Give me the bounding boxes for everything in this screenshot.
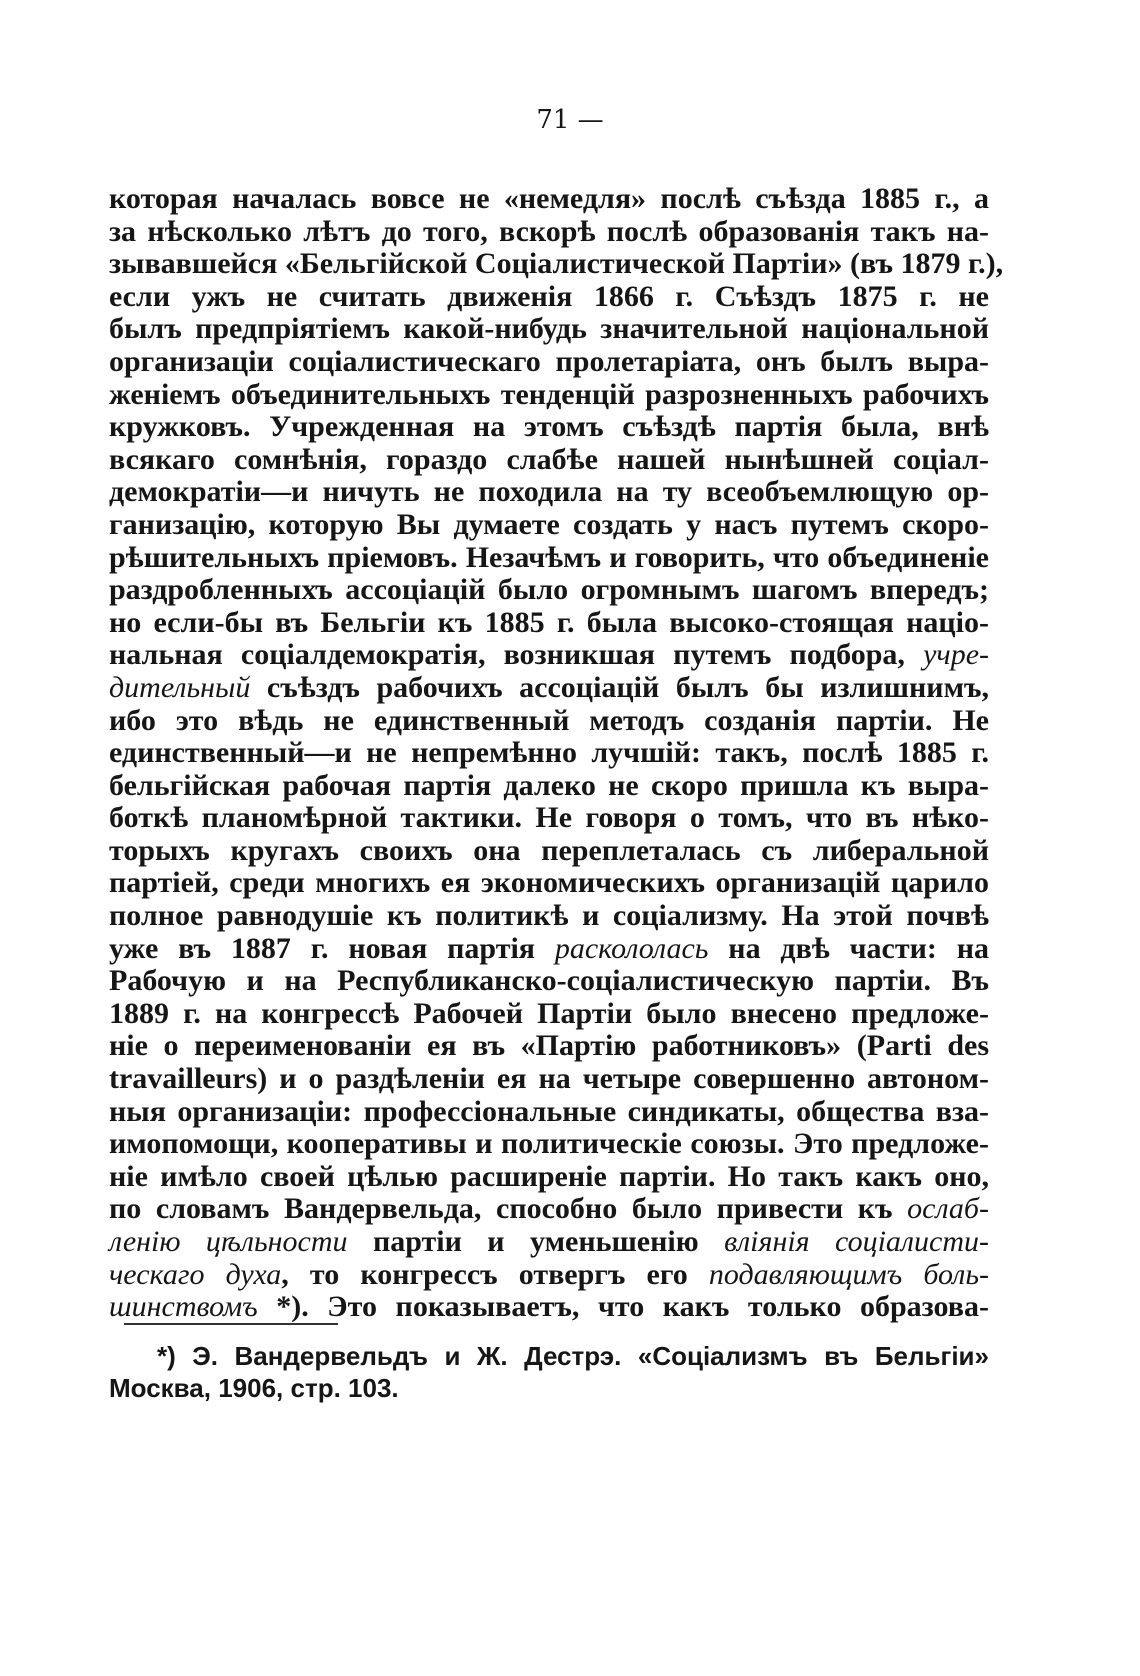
text-line: всякаго сомнѣнія, гораздо слабѣе нашей нынѣшней соціал-	[109, 442, 989, 476]
text-line: Рабочую и на Республиканско-соціалистическую партіи. Въ	[109, 964, 989, 998]
text-segment: уже въ 1887 г. новая партія	[109, 931, 555, 965]
text-line	[109, 639, 989, 672]
italic-segment: вліянія соціалисти-	[724, 1225, 989, 1258]
body-text	[109, 182, 1004, 1324]
italic-segment: учре-	[923, 638, 989, 672]
text-line: былъ предпріятіемъ какой-нибудь значительной національной	[109, 312, 989, 346]
text-segment: партіи и уменьшенію	[347, 1225, 725, 1258]
text-line: единственный—и не непремѣнно лучшій: такъ, послѣ 1885 г.	[109, 736, 989, 770]
footnote	[109, 1340, 989, 1404]
text-line	[109, 672, 989, 705]
text-segment: на двѣ части: на	[708, 931, 989, 965]
text-line: имопомощи, кооперативы и политическіе союзы. Это предложе-	[109, 1127, 989, 1161]
text-line: ныя организаціи: профессіональные синдикаты, общества вза-	[109, 1094, 989, 1128]
text-line: за нѣсколько лѣтъ до того, вскорѣ послѣ образованія такъ на-	[109, 214, 989, 248]
text-line: демократіи—и ничуть не походила на ту всеобъемлющую ор-	[109, 475, 989, 509]
text-line: полное равнодушіе къ политикѣ и соціализму. На этой почвѣ	[109, 899, 989, 933]
italic-segment: шинствомъ	[109, 1290, 258, 1324]
text-line: женіемъ объединительныхъ тенденцій разрозненныхъ рабочихъ	[109, 377, 989, 411]
text-line: рѣшительныхъ пріемовъ. Незачѣмъ и говорить, что объединеніе	[109, 540, 989, 574]
text-segment: нальная соціалдемократія, возникшая путемъ подбора,	[109, 638, 924, 672]
text-line: ганизацію, которую Вы думаете создать у насъ путемъ скоро-	[109, 507, 989, 541]
text-segment: съѣздъ рабочихъ ассоціацій былъ бы излишнимъ,	[250, 670, 989, 704]
text-line: кружковъ. Учрежденная на этомъ съѣздѣ партія была, внѣ	[109, 410, 989, 444]
italic-segment: ческаго духа	[109, 1257, 282, 1291]
text-line: зывавшейся «Бельгійской Соціалистической Партіи» (въ 1879 г.),	[109, 247, 1004, 281]
text-line	[109, 1226, 989, 1259]
text-line: боткѣ планомѣрной тактики. Не говоря о томъ, что въ нѣко-	[109, 801, 989, 835]
text-line	[109, 1259, 989, 1292]
page-number: 71 —	[536, 105, 604, 135]
text-line	[109, 1291, 989, 1324]
italic-segment: ленію цѣльности	[109, 1225, 348, 1258]
text-segment: по словамъ Вандервельда, способно было привести къ	[109, 1192, 908, 1226]
text-segment: , то конгрессъ отвергъ его	[281, 1257, 709, 1291]
text-line: бельгійская рабочая партія далеко не скоро пришла къ выра-	[109, 768, 989, 802]
text-line: которая началась вовсе не «немедля» послѣ съѣзда 1885 г., а	[109, 182, 989, 215]
text-line: партіей, среди многихъ ея экономическихъ организацій царило	[109, 866, 989, 900]
footnote-divider	[124, 1323, 338, 1325]
text-line: но если-бы въ Бельгіи къ 1885 г. была высоко-стоящая націо-	[109, 605, 989, 639]
text-line	[109, 933, 989, 966]
text-line: если ужъ не считать движенія 1866 г. Съѣздъ 1875 г. не	[109, 279, 989, 313]
text-line: торыхъ кругахъ своихъ она переплеталась съ либеральной	[109, 833, 989, 867]
italic-segment: раскололась	[554, 931, 709, 965]
text-line: travailleurs) и о раздѣленіи ея на четыре совершенно автоном-	[109, 1062, 989, 1096]
text-line	[109, 1193, 989, 1226]
text-line: ніе о переименованіи ея въ «Партію работниковъ» (Parti des	[109, 1029, 989, 1063]
text-line: ніе имѣло своей цѣлью расширеніе партіи. Но такъ какъ оно,	[109, 1159, 989, 1193]
text-line: 1889 г. на конгрессѣ Рабочей Партіи было внесено предложе-	[109, 996, 989, 1030]
italic-segment: подавляющимъ боль-	[708, 1257, 989, 1291]
text-line: ибо это вѣдь не единственный методъ созданія партіи. Не	[109, 703, 989, 737]
text-line: организаціи соціалистическаго пролетаріата, онъ былъ выра-	[109, 344, 989, 378]
italic-segment: дительный	[109, 670, 251, 704]
text-segment: *). Это показываетъ, что какъ только образова-	[257, 1290, 989, 1324]
text-line: раздробленныхъ ассоціацій было огромнымъ шагомъ впередъ;	[109, 573, 989, 607]
footnote-line: *) Э. Вандервельдъ и Ж. Дестрэ. «Соціализмъ въ Бельгіи»	[157, 1341, 989, 1371]
italic-segment: ослаб-	[907, 1192, 989, 1226]
footnote-line: Москва, 1906, стр. 103.	[109, 1373, 399, 1403]
